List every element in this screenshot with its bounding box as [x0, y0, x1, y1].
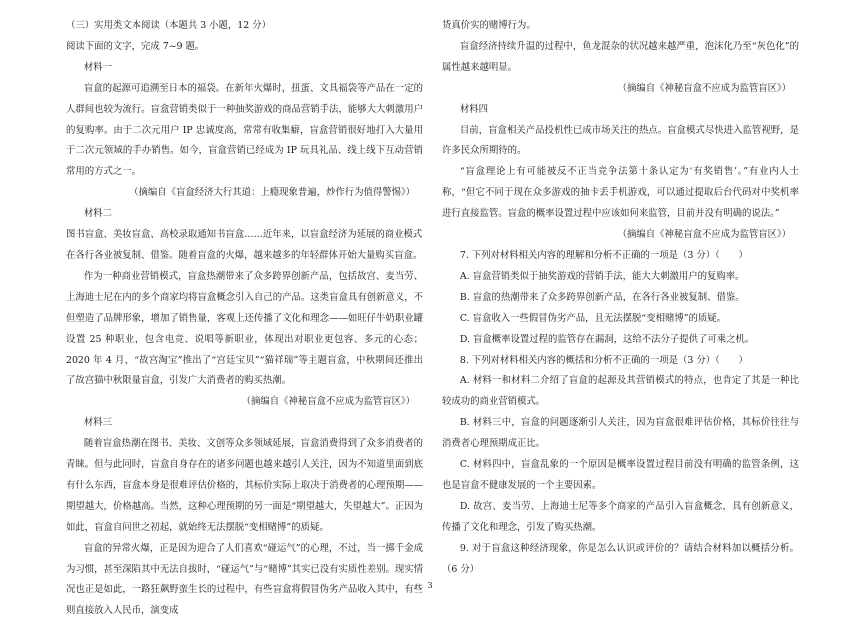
- material-4-source: （摘编自《神秘盲盒不应成为监管盲区》）: [617, 229, 791, 241]
- question-7-option-a: A. 盲盒营销类似于抽奖游戏的营销手法，能大大刺激用户的复购率。: [459, 270, 745, 282]
- question-7-option-c: C. 盲盒收入一些假冒伪劣产品，且无法摆脱“变相赌博”的质疑。: [459, 312, 726, 324]
- question-9-stem: 9. 对于盲盒这种经济现象，你是怎么认识或评价的？请结合材料加以概括分析。（6 分）: [442, 542, 799, 575]
- material-4-label: 材料四: [459, 103, 488, 115]
- material-3-source: （摘编自《神秘盲盒不应成为监管盲区》）: [617, 82, 791, 94]
- material-2-source: （摘编自《神秘盲盒不应成为监管盲区》）: [241, 396, 415, 408]
- question-8-stem: 8. 下列对材料相关内容的概括和分析不正确的一项是（3 分）（ ）: [459, 354, 748, 366]
- right-column: [442, 16, 799, 580]
- left-column: [66, 16, 423, 622]
- material-3-label: 材料三: [83, 417, 112, 429]
- material-4-paragraph-1: 目前，盲盒相关产品投机性已成市场关注的热点。盲盒模式尽快进入监管视野，是许多民众所期待的。: [442, 124, 799, 157]
- material-3-continued-paragraph: 盲盒经济持续升温的过程中，鱼龙混杂的状况越来越严重，泡沫化乃至“灰色化”的属性越来越明显。: [442, 40, 799, 73]
- section-heading: （三）实用类文本阅读（本题共 3 小题，12 分）: [66, 20, 271, 31]
- material-1-label: 材料一: [83, 61, 112, 73]
- question-7-option-b: B. 盲盒的热潮带来了众多跨界创新产品，在各行各业被复制、借鉴。: [459, 291, 745, 303]
- question-7-option-d: D. 盲盒概率设置过程的监管存在漏洞，这给不法分子提供了可乘之机。: [459, 333, 755, 345]
- question-8-option-c: C. 材料四中，盲盒乱象的一个原因是概率设置过程目前没有明确的监管条例，这也是盲盒不健康发展的一个主要因素。: [442, 459, 799, 491]
- material-1-paragraph: 盲盒的起源可追溯至日本的福袋。在新年火爆时，扭蛋、文具福袋等产品在一定的人群间也较为流行。盲盒营销类似于一种抽奖游戏的商品营销手法，能够大大刺激用户的复购率。由于二次元用户 IP 忠诚度高，常常有收集癖，盲盒营销很好地打入大量用于二次元领域的手办销售。如今，盲盒营销已经成为 IP 玩具礼品、线上线下互动营销常用的方式之一。: [66, 82, 423, 178]
- material-2-paragraph: 作为一种商业营销模式，盲盒热潮带来了众多跨界创新产品，包括故宫、麦当劳、上海迪士尼在内的多个商家均将盲盒概念引入自己的产品。这类盲盒具有创新意义，不但塑造了品牌形象，增加了销售量，客观上还传播了文化和理念——如旺仔牛奶职业罐设置 25 种职业，包含电竞、说唱等新职业，体现出对职业更包容、多元的心态；2020 年 4 月，“故宫淘宝”推出了“宫廷宝贝”“猫祥瑞”等主题盲盒，中秋期间还推出了故宫猫中秋限量盲盒，引发广大消费者的购买热潮。: [66, 270, 423, 387]
- material-3-paragraph-1: 随着盲盒热潮在图书、美妆、文创等众多领域延展，盲盒消费得到了众多消费者的青睐。但与此同时，盲盒自身存在的诸多问题也越来越引人关注，因为不知道里面到底有什么东西，盲盒本身是很难评估价格的，其标价实际上取决于消费者的心理预期——期望越大，价格越高。当然，这种心理预期的另一面是“期望越大，失望越大”。正因为如此，盲盒自问世之初起，就始终无法摆脱“变相赌博”的质疑。: [66, 438, 423, 533]
- question-8-option-a: A. 材料一和材料二介绍了盲盒的起源及其营销模式的特点，也肯定了其是一种比较成功的商业营销模式。: [442, 375, 799, 408]
- question-8-option-b: B. 材料三中，盲盒的问题逐渐引人关注，因为盲盒很难评估价格，其标价往往与消费者心理预期成正比。: [442, 417, 799, 450]
- material-3-continued-line: 货真价实的赌博行为。: [442, 20, 536, 31]
- question-8-option-d: D. 故宫、麦当劳、上海迪士尼等多个商家的产品引入盲盒概念，具有创新意义，传播了文化和理念，引发了购买热潮。: [442, 500, 799, 533]
- instructions: 阅读下面的文字，完成 7~9 题。: [66, 40, 205, 52]
- material-2-label: 材料二: [83, 208, 112, 220]
- material-1-source: （摘编自《盲盒经济大行其道：上瘾现象普遍，炒作行为值得警惕》）: [129, 187, 415, 199]
- page-number: 3: [427, 581, 433, 590]
- material-4-paragraph-2: “盲盒理论上有可能被反不正当竞争法第十条认定为‘有奖销售’。”有业内人士称，“但它不同于现在众多游戏的抽卡丢手机游戏，可以通过提取后台代码对中奖机率进行直接监管。盲盒的概率设置过程中应该如何来监管，目前并没有明确的说法。”: [442, 166, 799, 220]
- material-2-line-1: 图书盲盒、美妆盲盒、高校录取通知书盲盒……近年来，以盲盒经济为延展的商业模式: [66, 229, 423, 241]
- material-3-paragraph-2: 盲盒的异常火爆，正是因为迎合了人们喜欢“碰运气”的心理，不过，当一掷千金成为习惯，甚至深陷其中无法自拔时，“碰运气”与“赌博”其实已没有实质性差别。现实情况也正是如此，一路狂飙野蛮生长的过程中，有些盲盒将假冒伪劣产品收入其中，有些则直接放入人民币，演变成: [66, 542, 423, 617]
- question-7-stem: 7. 下列对材料相关内容的理解和分析不正确的一项是（3 分）（ ）: [459, 249, 748, 261]
- material-2-line-2: 在各行各业被复制、借鉴。随着盲盒的火爆，越来越多的年轻群体开始大量购买盲盒。: [66, 249, 423, 261]
